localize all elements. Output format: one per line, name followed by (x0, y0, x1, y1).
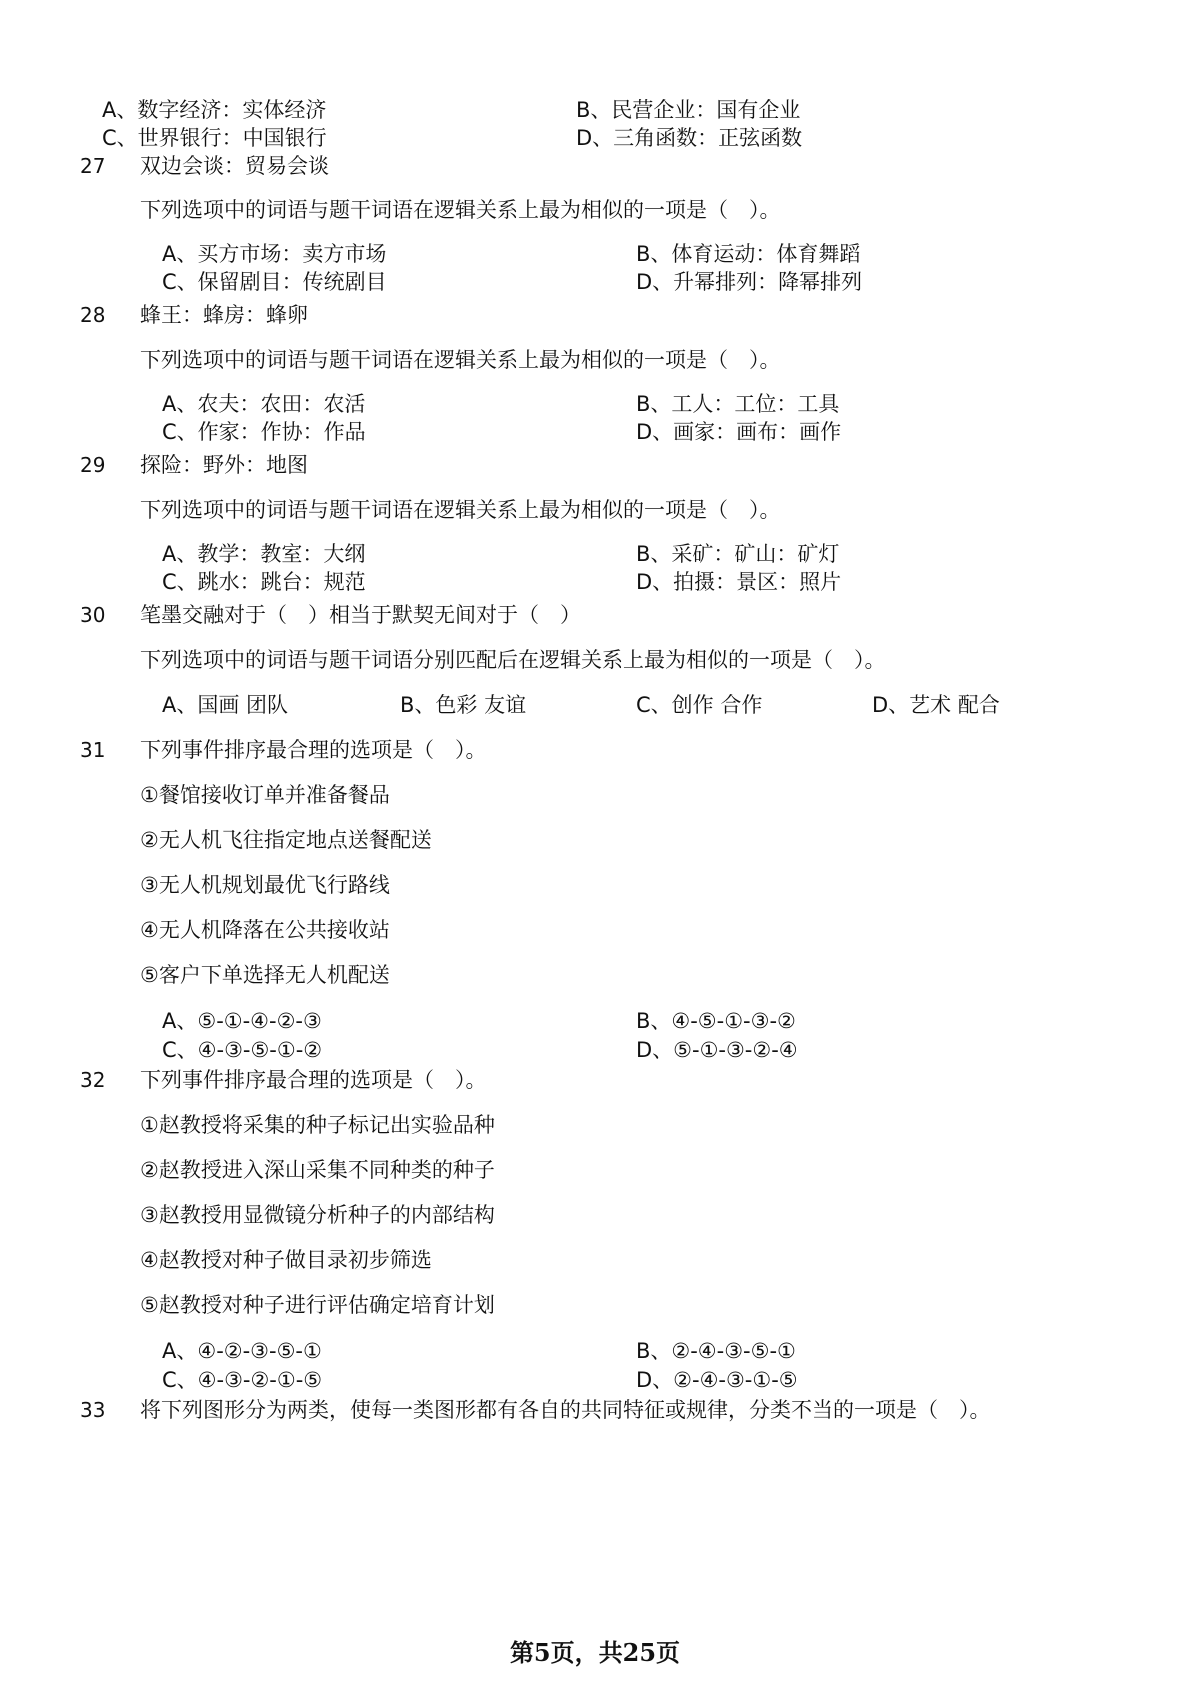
option-c: C、④-③-⑤-①-② (162, 1038, 323, 1062)
question-stem: 笔墨交融对于（ ）相当于默契无间对于（ ） (140, 603, 581, 627)
question-stem: 双边会谈：贸易会谈 (140, 154, 329, 178)
q26-option-b: B、民营企业：国有企业 (576, 98, 801, 122)
question-number: 33 (80, 1398, 106, 1422)
option-d: D、②-④-③-①-⑤ (636, 1368, 798, 1392)
question-stem: 下列事件排序最合理的选项是（ ）。 (140, 738, 487, 762)
option-b: B、体育运动：体育舞蹈 (636, 242, 861, 266)
question-number: 28 (80, 303, 106, 327)
option-d: D、画家：画布：画作 (636, 420, 842, 444)
option-b: B、采矿：矿山：矿灯 (636, 542, 840, 566)
event-item: ②赵教授进入深山采集不同种类的种子 (140, 1158, 495, 1182)
event-item: ④无人机降落在公共接收站 (140, 918, 390, 942)
option-a: A、教学：教室：大纲 (162, 542, 366, 566)
option-b: B、色彩 友谊 (400, 693, 527, 717)
event-item: ④赵教授对种子做目录初步筛选 (140, 1248, 432, 1272)
question-prompt: 下列选项中的词语与题干词语分别匹配后在逻辑关系上最为相似的一项是（ ）。 (140, 648, 886, 672)
event-item: ①餐馆接收订单并准备餐品 (140, 783, 390, 807)
option-d: D、⑤-①-③-②-④ (636, 1038, 798, 1062)
event-item: ②无人机飞往指定地点送餐配送 (140, 828, 432, 852)
q26-option-a: A、数字经济：实体经济 (102, 98, 327, 122)
option-b: B、工人：工位：工具 (636, 392, 840, 416)
option-c: C、跳水：跳台：规范 (162, 570, 366, 594)
option-d: D、升幂排列：降幂排列 (636, 270, 863, 294)
question-prompt: 下列选项中的词语与题干词语在逻辑关系上最为相似的一项是（ ）。 (140, 498, 781, 522)
q26-option-c: C、世界银行：中国银行 (102, 126, 327, 150)
page-footer: 第5页，共25页 (509, 1638, 681, 1667)
option-c: C、创作 合作 (636, 693, 763, 717)
option-c: C、保留剧目：传统剧目 (162, 270, 387, 294)
question-number: 30 (80, 603, 106, 627)
option-a: A、农夫：农田：农活 (162, 392, 366, 416)
option-a: A、国画 团队 (162, 693, 289, 717)
question-prompt: 下列选项中的词语与题干词语在逻辑关系上最为相似的一项是（ ）。 (140, 348, 781, 372)
question-stem: 探险：野外：地图 (140, 453, 308, 477)
event-item: ⑤赵教授对种子进行评估确定培育计划 (140, 1293, 495, 1317)
event-item: ③无人机规划最优飞行路线 (140, 873, 390, 897)
question-stem: 将下列图形分为两类，使每一类图形都有各自的共同特征或规律，分类不当的一项是（ ）。 (140, 1398, 991, 1422)
event-item: ①赵教授将采集的种子标记出实验品种 (140, 1113, 495, 1137)
event-item: ⑤客户下单选择无人机配送 (140, 963, 390, 987)
option-b: B、②-④-③-⑤-① (636, 1339, 796, 1363)
option-a: A、⑤-①-④-②-③ (162, 1009, 322, 1033)
option-c: C、④-③-②-①-⑤ (162, 1368, 323, 1392)
question-number: 27 (80, 154, 106, 178)
question-stem: 下列事件排序最合理的选项是（ ）。 (140, 1068, 487, 1092)
event-item: ③赵教授用显微镜分析种子的内部结构 (140, 1203, 495, 1227)
option-a: A、④-②-③-⑤-① (162, 1339, 322, 1363)
question-number: 32 (80, 1068, 106, 1092)
option-b: B、④-⑤-①-③-② (636, 1009, 796, 1033)
question-stem: 蜂王：蜂房：蜂卵 (140, 303, 308, 327)
option-a: A、买方市场：卖方市场 (162, 242, 387, 266)
question-number: 31 (80, 738, 106, 762)
option-d: D、艺术 配合 (872, 693, 1000, 717)
option-c: C、作家：作协：作品 (162, 420, 366, 444)
option-d: D、拍摄：景区：照片 (636, 570, 842, 594)
question-prompt: 下列选项中的词语与题干词语在逻辑关系上最为相似的一项是（ ）。 (140, 198, 781, 222)
question-number: 29 (80, 453, 106, 477)
q26-option-d: D、三角函数：正弦函数 (576, 126, 803, 150)
